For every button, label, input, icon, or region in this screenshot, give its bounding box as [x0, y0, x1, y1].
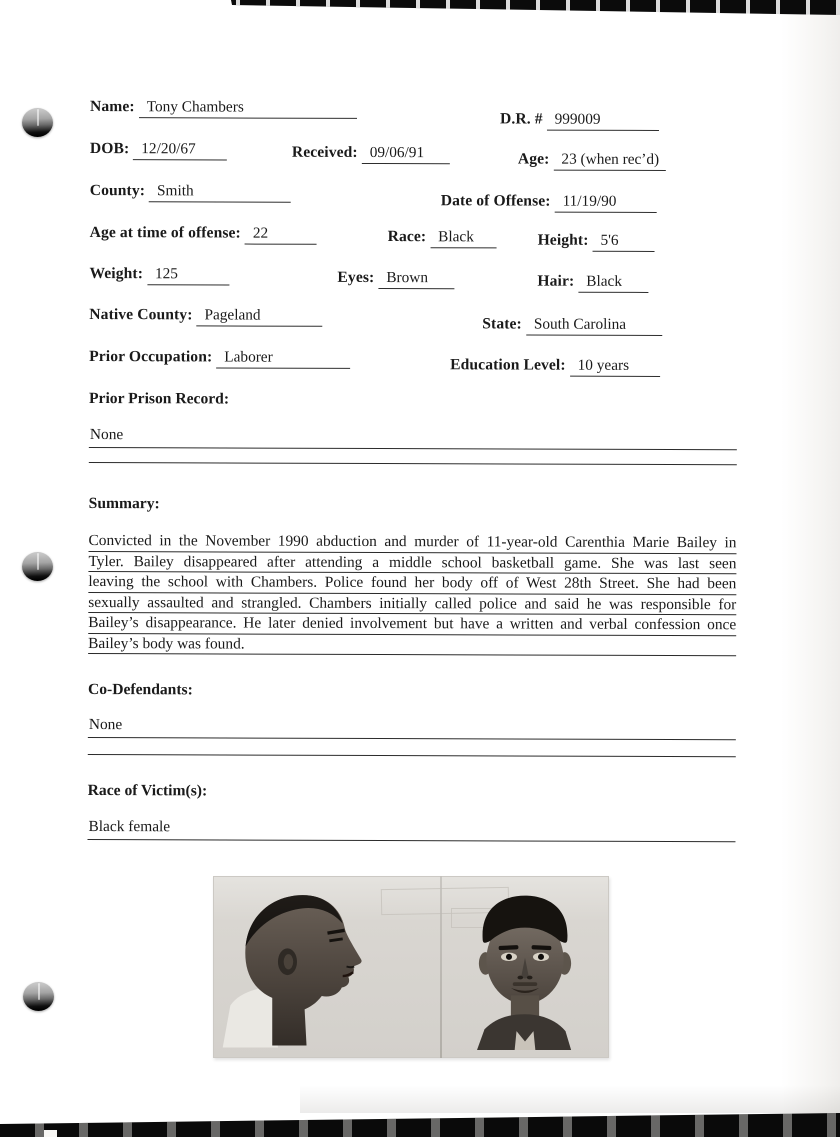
mugshot-front-view-image	[460, 890, 590, 1050]
field-state-label: State:	[482, 315, 522, 333]
summary-heading: Summary:	[88, 494, 160, 513]
field-age-label: Age:	[517, 150, 550, 168]
field-weight-label: Weight:	[89, 264, 144, 283]
race-of-victims-value: Black female	[87, 818, 735, 842]
field-height	[538, 232, 655, 252]
blank-line	[88, 754, 736, 757]
field-prior-occupation-label: Prior Occupation:	[89, 347, 213, 366]
field-county-value: Smith	[149, 182, 291, 202]
field-age-at-offense	[90, 224, 317, 245]
field-received	[292, 144, 450, 165]
field-date-of-offense-value: 11/19/90	[555, 193, 657, 213]
prior-prison-record-heading: Prior Prison Record:	[88, 389, 230, 408]
field-name-value: Tony Chambers	[139, 98, 357, 119]
field-age-at-offense-value: 22	[245, 225, 317, 245]
field-race	[388, 228, 497, 248]
field-native-county	[89, 306, 322, 327]
summary-line: Bailey’s body was found.	[88, 633, 736, 656]
field-hair	[537, 273, 648, 293]
field-hair-label: Hair:	[537, 272, 575, 290]
field-date-of-offense-label: Date of Offense:	[440, 192, 551, 210]
field-hair-value: Black	[578, 273, 648, 293]
field-race-value: Black	[430, 228, 496, 248]
summary-paragraph	[88, 531, 736, 656]
blank-line	[89, 462, 737, 465]
field-name	[90, 98, 357, 119]
field-county-label: County:	[89, 181, 146, 200]
photo-seam	[440, 876, 442, 1058]
field-weight	[89, 265, 229, 285]
field-prior-occupation	[89, 348, 350, 369]
field-received-value: 09/06/91	[362, 144, 450, 164]
field-date-of-offense	[441, 192, 657, 213]
field-weight-value: 125	[147, 265, 229, 285]
field-state-value: South Carolina	[526, 316, 662, 336]
summary-line: leaving the school with Chambers. Police found her body off of West 28th Street. She had been	[88, 572, 736, 595]
field-age	[518, 150, 666, 171]
field-dr-number-value: 999009	[547, 111, 659, 131]
field-received-label: Received:	[291, 143, 358, 161]
field-native-county-value: Pageland	[196, 306, 322, 326]
field-dr-number	[500, 110, 659, 131]
field-education-level-value: 10 years	[570, 357, 660, 377]
field-county	[90, 182, 291, 203]
prior-prison-record-value: None	[89, 426, 737, 450]
field-height-label: Height:	[537, 231, 589, 249]
field-education-level-label: Education Level:	[450, 356, 566, 374]
mugshot-photo-area	[213, 876, 609, 1058]
field-eyes	[337, 269, 454, 289]
summary-line: Bailey’s disappearance. He later denied involvement but have a written and verbal confession once	[88, 613, 736, 636]
summary-line: Tyler. Bailey disappeared after attending a middle school basketball game. She was last seen	[88, 551, 736, 574]
field-name-label: Name:	[90, 98, 135, 116]
co-defendants-heading: Co-Defendants:	[87, 680, 193, 699]
field-education-level	[450, 356, 660, 377]
field-age-at-offense-label: Age at time of offense:	[89, 223, 241, 242]
summary-line: Convicted in the November 1990 abduction and murder of 11-year-old Carenthia Marie Bailey in	[88, 531, 736, 554]
field-dob	[90, 140, 227, 160]
field-state	[482, 315, 662, 336]
field-eyes-value: Brown	[378, 269, 454, 289]
field-prior-occupation-value: Laborer	[216, 348, 350, 368]
field-race-label: Race:	[387, 228, 427, 246]
field-dob-value: 12/20/67	[133, 140, 227, 160]
field-eyes-label: Eyes:	[337, 268, 375, 286]
field-age-value: 23 (when rec’d)	[553, 151, 665, 171]
field-native-county-label: Native County:	[89, 305, 193, 324]
summary-line: sexually assaulted and strangled. Chambers initially called police and said he was responsible for	[88, 592, 736, 615]
co-defendants-value: None	[88, 716, 736, 740]
field-dob-label: DOB:	[89, 139, 130, 158]
field-dr-number-label: D.R. #	[499, 110, 543, 128]
race-of-victims-heading: Race of Victim(s):	[87, 781, 208, 800]
mugshot-profile-view-image	[217, 884, 417, 1049]
field-height-value: 5'6	[592, 232, 654, 252]
